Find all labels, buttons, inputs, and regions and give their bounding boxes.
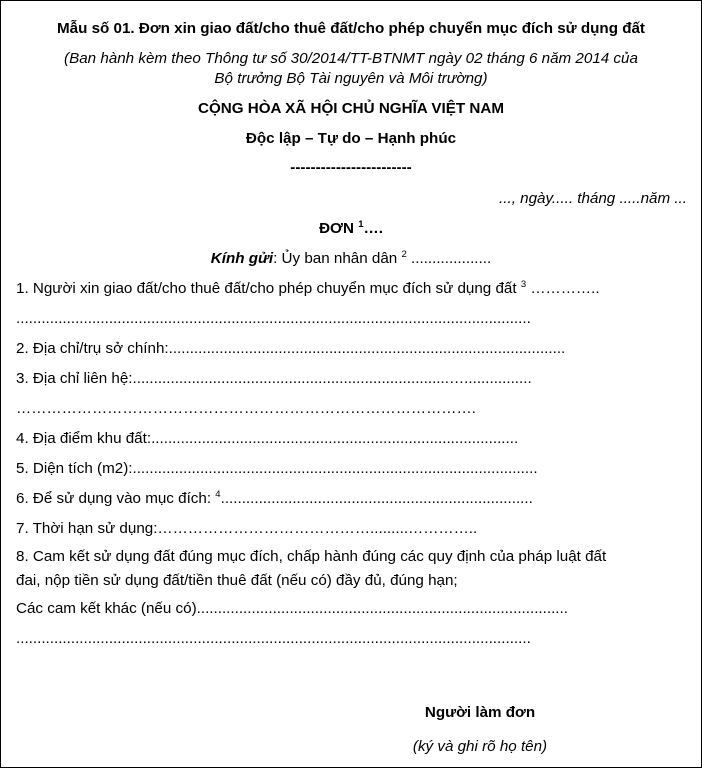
recipient-label: Kính gửi <box>210 250 274 267</box>
field-address: 2. Địa chỉ/trụ sở chính:.............................................................................................. <box>16 340 566 357</box>
date-line: ..., ngày..... tháng .....năm ... <box>499 190 687 207</box>
field-area: 5. Diện tích (m2):................................................................................................ <box>16 460 538 477</box>
issuance-line-2: Bộ trưởng Bộ Tài nguyên và Môi trường) <box>214 70 488 87</box>
nation-heading: CỘNG HÒA XÃ HỘI CHỦ NGHĨA VIỆT NAM <box>197 100 504 117</box>
issuance-line-1: (Ban hành kèm theo Thông tư số 30/2014/TT-BTNMT ngày 02 tháng 6 năm 2014 của <box>64 50 638 67</box>
field-other-commitments: Các cam kết khác (nếu có)........................................................................................ <box>16 600 568 617</box>
field-land-location: 4. Địa điểm khu đất:....................................................................................... <box>16 430 519 447</box>
motto: Độc lập – Tự do – Hạnh phúc <box>245 130 457 147</box>
recipient-dots: ................... <box>406 250 492 267</box>
field-purpose-label: 6. Để sử dụng vào mục đích: <box>16 490 212 507</box>
doc-title <box>0 219 702 239</box>
field-applicant-footnote: 3 <box>520 279 527 290</box>
field-applicant-dots: ………….. <box>526 280 600 297</box>
recipient-text: : Ủy ban nhân dân <box>273 250 398 267</box>
doc-title-suffix: …. <box>363 220 383 237</box>
commitment-line-1: 8. Cam kết sử dụng đất đúng mục đích, chấp hành đúng các quy định của pháp luật đất <box>16 548 607 565</box>
doc-title-footnote: 1 <box>358 219 364 230</box>
field-purpose-dots: .......................................................................... <box>220 490 533 507</box>
recipient-footnote: 2 <box>401 249 407 260</box>
field-duration: 7. Thời hạn sử dụng:…………………………………….........………….. <box>16 520 478 537</box>
field-purpose <box>16 489 696 509</box>
form-title: Mẫu số 01. Đơn xin giao đất/cho thuê đất/cho phép chuyển mục đích sử dụng đất <box>56 20 645 37</box>
field-purpose-footnote: 4 <box>215 489 221 500</box>
field-applicant <box>16 279 696 299</box>
signature-label: Người làm đơn <box>424 704 536 721</box>
separator: ------------------------ <box>290 159 412 176</box>
doc-title-text: ĐƠN <box>319 220 354 237</box>
recipient-line <box>0 249 702 269</box>
signature-note: (ký và ghi rõ họ tên) <box>412 738 548 755</box>
commitment-line-2: đai, nộp tiền sử dụng đất/tiền thuê đất (nếu có) đầy đủ, đúng hạn; <box>16 572 458 589</box>
field-applicant-label: 1. Người xin giao đất/cho thuê đất/cho phép chuyển mục đích sử dụng đất <box>16 280 517 297</box>
field-contact-address-continuation: ………………………………………………………………………………. <box>16 400 476 417</box>
field-applicant-continuation: .......................................................................................................................... <box>16 310 531 327</box>
field-contact-address: 3. Địa chỉ liên hệ:...........................................................................…................ <box>16 370 532 387</box>
field-other-commitments-continuation: .......................................................................................................................... <box>16 630 531 647</box>
